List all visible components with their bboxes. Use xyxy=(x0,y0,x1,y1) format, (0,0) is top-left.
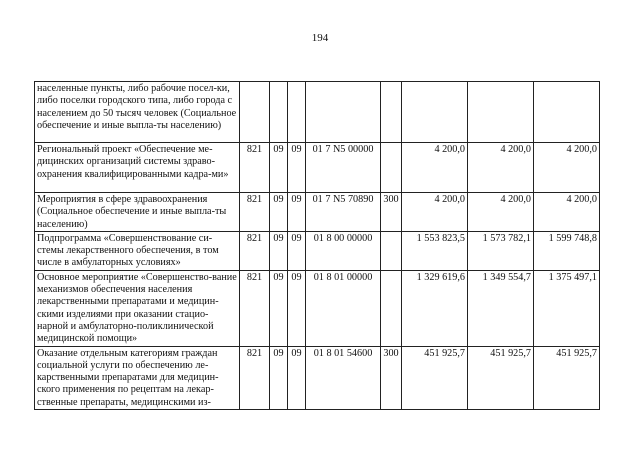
subsection-code xyxy=(288,82,306,143)
expense-type-code: 300 xyxy=(381,346,402,409)
section-code: 09 xyxy=(270,270,288,346)
ministry-code: 821 xyxy=(240,270,270,346)
table-row xyxy=(35,193,600,232)
table-row xyxy=(35,270,600,346)
section-code xyxy=(270,82,288,143)
expense-type-code xyxy=(381,231,402,270)
subsection-code: 09 xyxy=(288,270,306,346)
row-name: населенные пункты, либо рабочие посел-ки, либо поселки городского типа, либо города с населением до 50 тысяч человек (Социальное обеспечение и иные выпла-ты населению) xyxy=(35,82,240,143)
row-name: Мероприятия в сфере здравоохранения (Социальное обеспечение и иные выпла-ты населению) xyxy=(35,193,240,232)
row-name: Оказание отдельным категориям граждан социальной услуги по обеспечению ле-карственными препаратами для медицин-ского применения по рецептам на лекар-ственные препараты, медицинскими из- xyxy=(35,346,240,409)
subsection-code: 09 xyxy=(288,231,306,270)
row-name: Основное мероприятие «Совершенство-вание механизмов обеспечения населения лекарственными препаратами и медицин-скими изделиями при оказании стацио-нарной и амбулаторно-поликлинической медицинской помощи» xyxy=(35,270,240,346)
amount-year1: 1 553 823,5 xyxy=(402,231,468,270)
section-code: 09 xyxy=(270,193,288,232)
amount-year3: 4 200,0 xyxy=(534,193,600,232)
subsection-code: 09 xyxy=(288,143,306,193)
row-name: Подпрограмма «Совершенствование си-стемы лекарственного обеспечения, в том числе в амбулаторных условиях» xyxy=(35,231,240,270)
table-row xyxy=(35,143,600,193)
page-number: 194 xyxy=(311,32,329,44)
amount-year3: 1 375 497,1 xyxy=(534,270,600,346)
subsection-code: 09 xyxy=(288,346,306,409)
amount-year3: 451 925,7 xyxy=(534,346,600,409)
amount-year1: 4 200,0 xyxy=(402,143,468,193)
table-row xyxy=(35,346,600,409)
ministry-code: 821 xyxy=(240,143,270,193)
target-code: 01 7 N5 00000 xyxy=(306,143,381,193)
ministry-code: 821 xyxy=(240,193,270,232)
target-code: 01 8 01 00000 xyxy=(306,270,381,346)
target-code: 01 7 N5 70890 xyxy=(306,193,381,232)
target-code: 01 8 00 00000 xyxy=(306,231,381,270)
amount-year3 xyxy=(534,82,600,143)
target-code xyxy=(306,82,381,143)
expense-type-code xyxy=(381,143,402,193)
table-row xyxy=(35,231,600,270)
amount-year1: 451 925,7 xyxy=(402,346,468,409)
amount-year3: 4 200,0 xyxy=(534,143,600,193)
section-code: 09 xyxy=(270,231,288,270)
amount-year2: 451 925,7 xyxy=(468,346,534,409)
section-code: 09 xyxy=(270,346,288,409)
amount-year3: 1 599 748,8 xyxy=(534,231,600,270)
ministry-code xyxy=(240,82,270,143)
amount-year1: 4 200,0 xyxy=(402,193,468,232)
amount-year2 xyxy=(468,82,534,143)
table-row xyxy=(35,82,600,143)
section-code: 09 xyxy=(270,143,288,193)
budget-table xyxy=(34,81,600,410)
amount-year2: 1 349 554,7 xyxy=(468,270,534,346)
ministry-code: 821 xyxy=(240,231,270,270)
expense-type-code: 300 xyxy=(381,193,402,232)
amount-year2: 1 573 782,1 xyxy=(468,231,534,270)
expense-type-code xyxy=(381,270,402,346)
amount-year2: 4 200,0 xyxy=(468,193,534,232)
expense-type-code xyxy=(381,82,402,143)
amount-year2: 4 200,0 xyxy=(468,143,534,193)
amount-year1 xyxy=(402,82,468,143)
target-code: 01 8 01 54600 xyxy=(306,346,381,409)
row-name: Региональный проект «Обеспечение ме-дицинских организаций системы здраво-охранения квалифицированными кадра-ми» xyxy=(35,143,240,193)
subsection-code: 09 xyxy=(288,193,306,232)
ministry-code: 821 xyxy=(240,346,270,409)
amount-year1: 1 329 619,6 xyxy=(402,270,468,346)
